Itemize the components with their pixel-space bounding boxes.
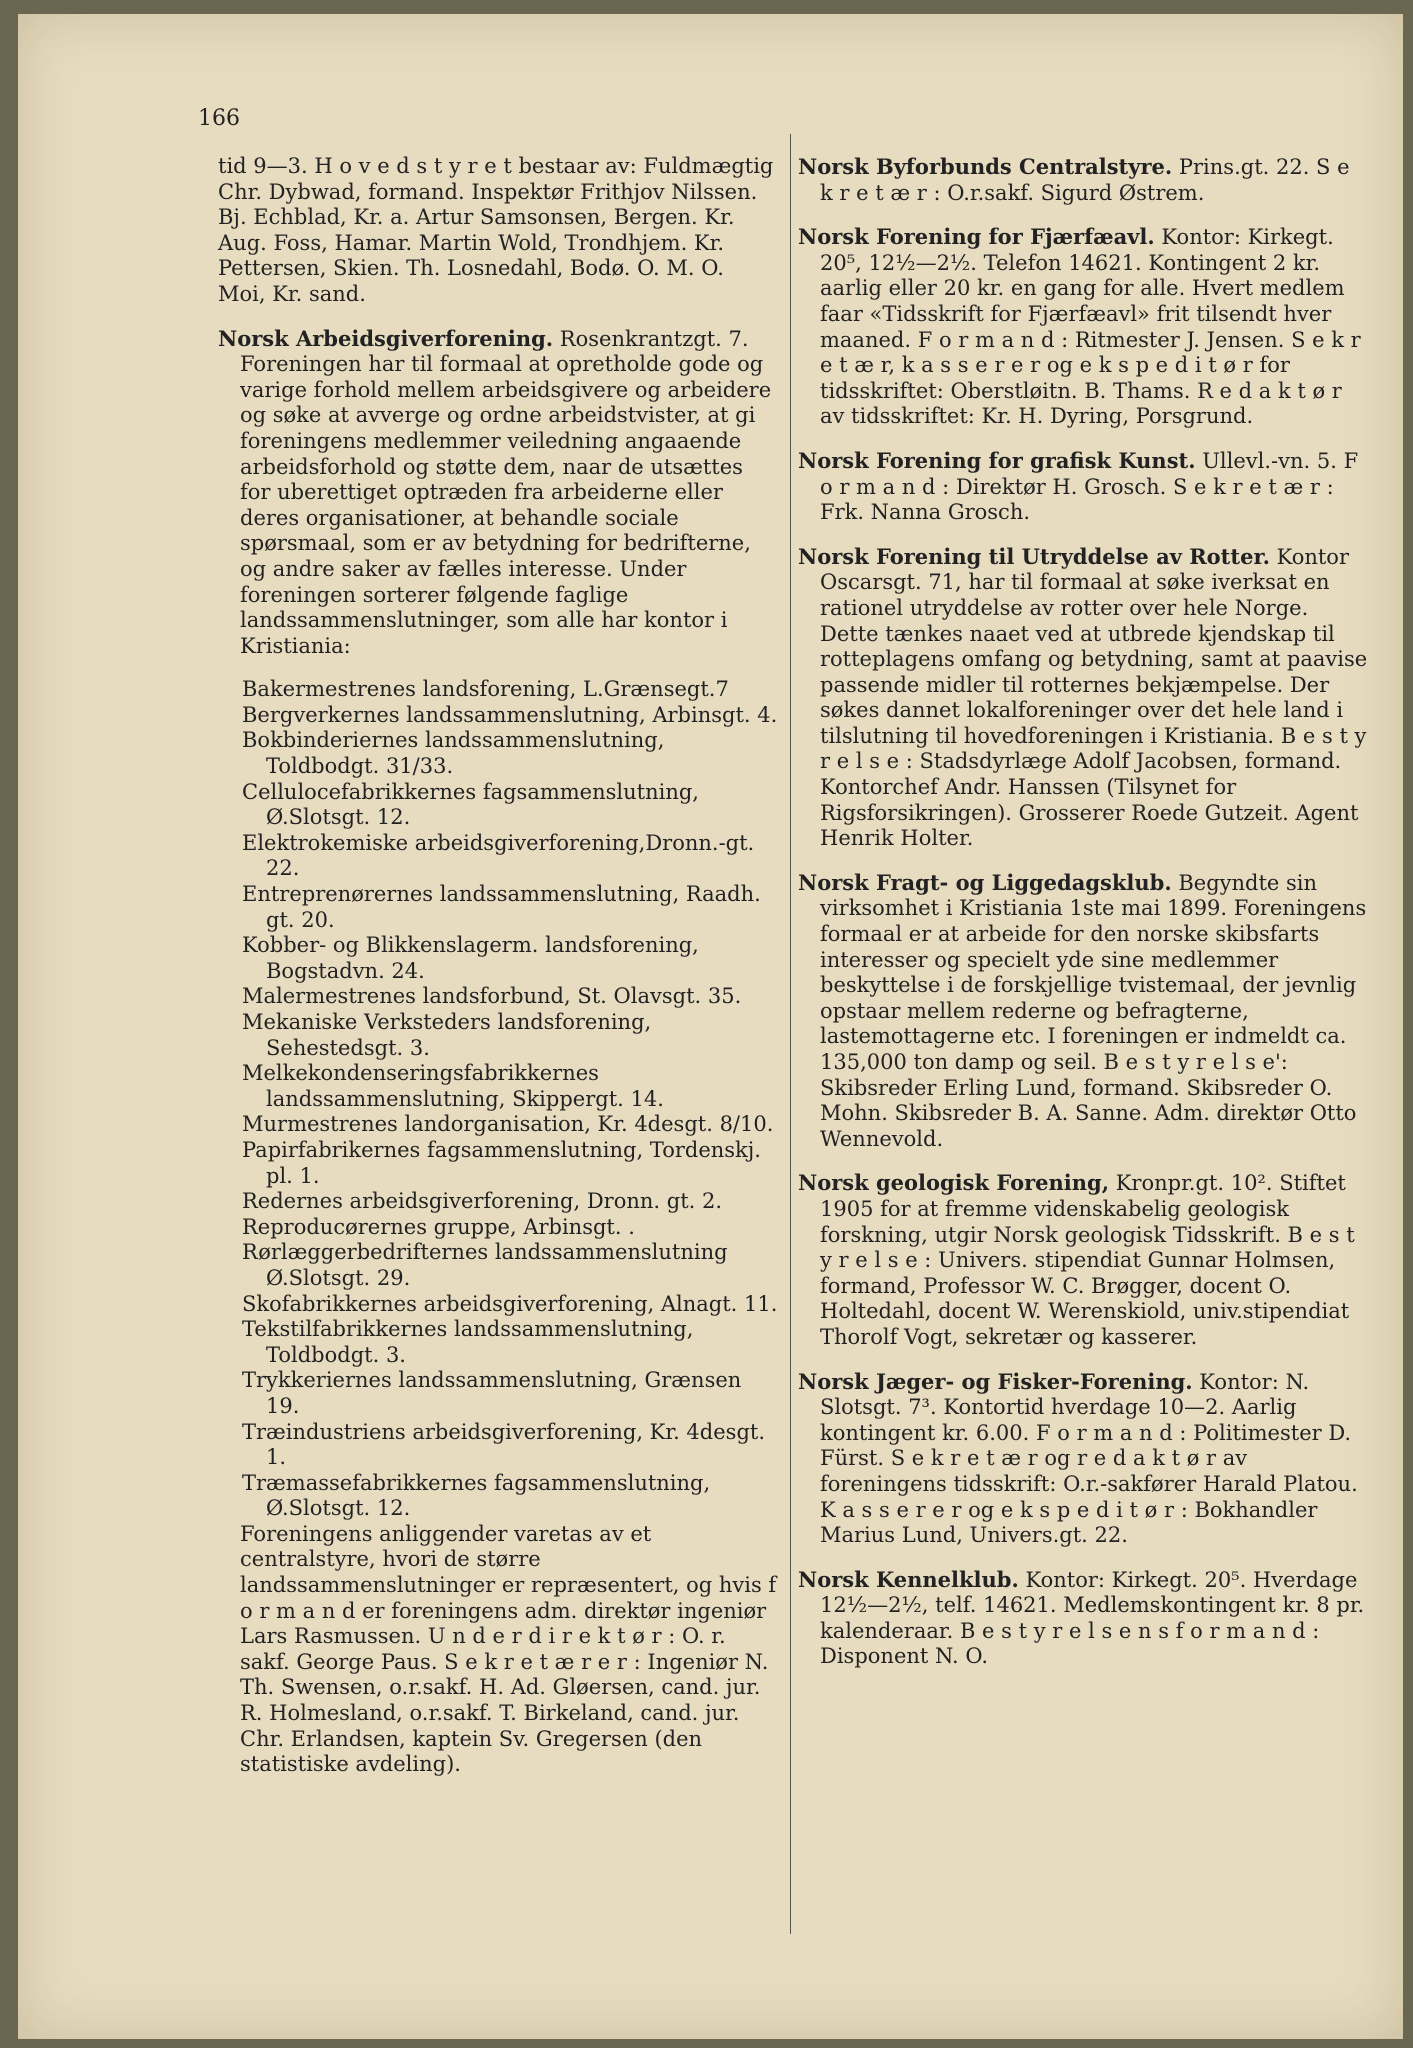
list-item: Bakermestrenes landsforening, L.Grænsegt.7 <box>242 677 729 702</box>
page-number: 166 <box>198 106 240 131</box>
list-item: Murmestrenes landorganisation, Kr. 4desgt. 8/10. <box>242 1112 774 1137</box>
entry-geologisk-forening <box>798 1170 1368 1350</box>
list-item: Tekstilfabrikkernes landssammenslutning, Toldbodgt. 3. <box>242 1317 694 1367</box>
list-item: Mekaniske Verksteders landsforening, Sehestedsgt. 3. <box>242 1010 652 1060</box>
union-list <box>218 677 778 1522</box>
entry-name: Norsk Arbeidsgiverforening. <box>218 325 554 351</box>
entry-byforbund <box>798 154 1368 206</box>
entry-name: Norsk Kennelklub. <box>798 1566 1019 1592</box>
entry-fragt-liggedagsklub <box>798 870 1368 1153</box>
entry-name: Norsk Fragt- og Liggedagsklub. <box>798 869 1172 895</box>
list-item: Malermestrenes landsforbund, St. Olavsgt. 35. <box>242 984 742 1009</box>
list-item: Cellulocefabrikkernes fagsammenslutning, Ø.Slotsgt. 12. <box>242 779 699 830</box>
entry-text: Kontor: Kirkegt. 20⁵. Hverdage 12½—2½, telf. 14621. Medlemskontingent kr. 8 pr. kalenderaar. B e s t y r e l s e n s f o r m a n d : Disponent N. O. <box>820 1567 1365 1669</box>
list-item: Træmassefabrikkernes fagsammenslutning, Ø.Slotsgt. 12. <box>242 1470 711 1521</box>
closing-paragraph: Foreningens anliggender varetas av et centralstyre, hvori de større landssammenslutninger er repræsentert, og hvis f o r m a n d er foreningens adm. direktør ingeniør Lars Rasmussen. U n d e r d i r e k t ø r : O. r. sakf. George Paus. S e k r e t æ r e r : Ingeniør N. Th. Swensen, o.r.sakf. H. Ad. Gløersen, cand. jur. R. Holmesland, o.r.sakf. T. Birkeland, cand. jur. Chr. Erlandsen, kaptein Sv. Gregersen (den statistiske avdeling). <box>240 1521 777 1777</box>
entry-text: Ullevl.-vn. 5. F o r m a n d : Direktør H. Grosch. S e k r e t æ r : Frk. Nanna Grosch. <box>820 448 1359 525</box>
list-item: Bokbinderiernes landssammenslutning, Toldbodgt. 31/33. <box>242 728 665 779</box>
list-item: Reproducørernes gruppe, Arbinsgt. . <box>242 1214 635 1239</box>
list-item: Melkekondenseringsfabrikkernes landssammenslutning, Skippergt. 14. <box>242 1061 664 1111</box>
list-item: Elektrokemiske arbeidsgiverforening,Dronn.-gt. 22. <box>242 830 755 881</box>
continued-entry-text: tid 9—3. H o v e d s t y r e t bestaar av: Fuldmægtig Chr. Dybwad, formand. Inspektør Frithjov Nilssen. Bj. Echblad, Kr. a. Artur Samsonsen, Bergen. Kr. Aug. Foss, Hamar. Martin Wold, Trondhjem. Kr. Pettersen, Skien. Th. Losnedahl, Bodø. O. M. O. Moi, Kr. sand. <box>218 154 774 306</box>
entry-text: Kontor Oscarsgt. 71, har til formaal at søke iverksat en rationel utryddelse av rotter over hele Norge. Dette tænkes naaet ved at utbrede kjendskap til rotteplagens omfang og betydning, samt at paavise passende midler til rotternes bekjæmpelse. Der søkes dannet lokalforeninger over det hele land i tilslutning til hovedforeningen i Kristiania. B e s t y r e l s e : Stadsdyrlæge Adolf Jacobsen, formand. Kontorchef Andr. Hanssen (Tilsynet for Rigsforsikringen). Grosserer Roede Gutzeit. Agent Henrik Holter. <box>820 544 1368 851</box>
entry-fjaerfaeavl <box>798 224 1368 430</box>
entry-jaeger-fisker <box>798 1369 1368 1549</box>
list-item: Trykkeriernes landssammenslutning, Grænsen 19. <box>242 1368 742 1418</box>
entry-name: Norsk Jæger- og Fisker-Forening. <box>798 1368 1193 1394</box>
list-item: Entreprenørernes landssammenslutning, Raadh. gt. 20. <box>242 882 761 932</box>
list-item: Rørlæggerbedrifternes landssammenslutning Ø.Slotsgt. 29. <box>242 1240 728 1290</box>
entry-text: Kontor: Kirkegt. 20⁵, 12½—2½. Telefon 14621. Kontingent 2 kr. aarlig eller 20 kr. en gang for alle. Hvert medlem faar «Tidsskrift for Fjærfæavl» frit tilsendt hver maaned. F o r m a n d : Ritmester J. Jensen. S e k r e t æ r, k a s s e r e r og e k s p e d i t ø r for tidsskriftet: Oberstløitn. B. Thams. R e d a k t ø r av tidsskriftet: Kr. H. Dyring, Porsgrund. <box>820 225 1361 429</box>
list-item: Papirfabrikernes fagsammenslutning, Tordenskj. pl. 1. <box>242 1137 761 1188</box>
entry-text: Prins.gt. 22. S e k r e t æ r : O.r.sakf. Sigurd Østrem. <box>820 155 1350 205</box>
entry-rotter <box>798 544 1368 852</box>
page <box>18 14 1403 2039</box>
column-divider <box>790 134 791 1934</box>
entry-name: Norsk Forening for Fjærfæavl. <box>798 224 1155 250</box>
entry-grafisk-kunst <box>798 448 1368 526</box>
right-column <box>798 154 1368 1688</box>
list-item: Træindustriens arbeidsgiverforening, Kr. 4desgt. 1. <box>242 1419 766 1470</box>
list-item: Bergverkernes landssammenslutning, Arbinsgt. 4. <box>242 702 778 727</box>
entry-name: Norsk Forening til Utryddelse av Rotter. <box>798 543 1270 569</box>
entry-text: Rosenkrantzgt. 7. Foreningen har til formaal at opretholde gode og varige forhold mellem arbeidsgivere og arbeidere og søke at avverge og ordne arbeidstvister, at gi foreningens medlemmer veiledning angaaende arbeidsforhold og støtte dem, naar de utsættes for uberettiget optræden fra arbeiderne eller deres organisationer, at behandle sociale spørsmaal, som er av betydning for bedrifterne, og andre saker av fælles interesse. Under foreningen sorterer følgende faglige landssammenslutninger, som alle har kontor i Kristiania: <box>240 326 772 658</box>
list-item: Skofabrikkernes arbeidsgiverforening, Alnagt. 11. <box>242 1291 778 1316</box>
list-item: Kobber- og Blikkenslagerm. landsforening, Bogstadvn. 24. <box>242 933 699 983</box>
entry-name: Norsk Forening for grafisk Kunst. <box>798 447 1196 473</box>
entry-text: Kronpr.gt. 10². Stiftet 1905 for at fremme videnskabelig geologisk forskning, utgir Norsk geologisk Tidsskrift. B e s t y r e l s e : Univers. stipendiat Gunnar Holmsen, formand, Professor W. C. Brøgger, docent O. Holtedahl, docent W. Werenskiold, univ.stipendiat Thorolf Vogt, sekretær og kasserer. <box>820 1171 1355 1349</box>
entry-name: Norsk Byforbunds Centralstyre. <box>798 154 1173 179</box>
entry-arbeidsgiverforening <box>218 326 778 660</box>
entry-text: Begyndte sin virksomhet i Kristiania 1ste mai 1899. Foreningens formaal er at arbeide for den norske skibsfarts interesser og specielt yde sine medlemmer beskyttelse i de forskjellige tvistemaal, der jevnlig opstaar mellem rederne og befragterne, lastemottagerne etc. I foreningen er indmeldt ca. 135,000 ton damp og seil. B e s t y r e l s e': Skibsreder Erling Lund, formand. Skibsreder O. Mohn. Skibsreder B. A. Sanne. Adm. direktør Otto Wennevold. <box>820 870 1367 1151</box>
left-column <box>218 154 778 1796</box>
entry-name: Norsk geologisk Forening, <box>798 1170 1110 1196</box>
list-item: Redernes arbeidsgiverforening, Dronn. gt. 2. <box>242 1189 723 1214</box>
entry-kennelklub <box>798 1567 1368 1670</box>
entry-text: Kontor: N. Slotsgt. 7³. Kontortid hverdage 10—2. Aarlig kontingent kr. 6.00. F o r m a n d : Politimester D. Fürst. S e k r e t æ r og r e d a k t ø r av foreningens tidsskrift: O.r.-sakfører Harald Platou. K a s s e r e r og e k s p e d i t ø r : Bokhandler Marius Lund, Univers.gt. 22. <box>820 1369 1358 1548</box>
